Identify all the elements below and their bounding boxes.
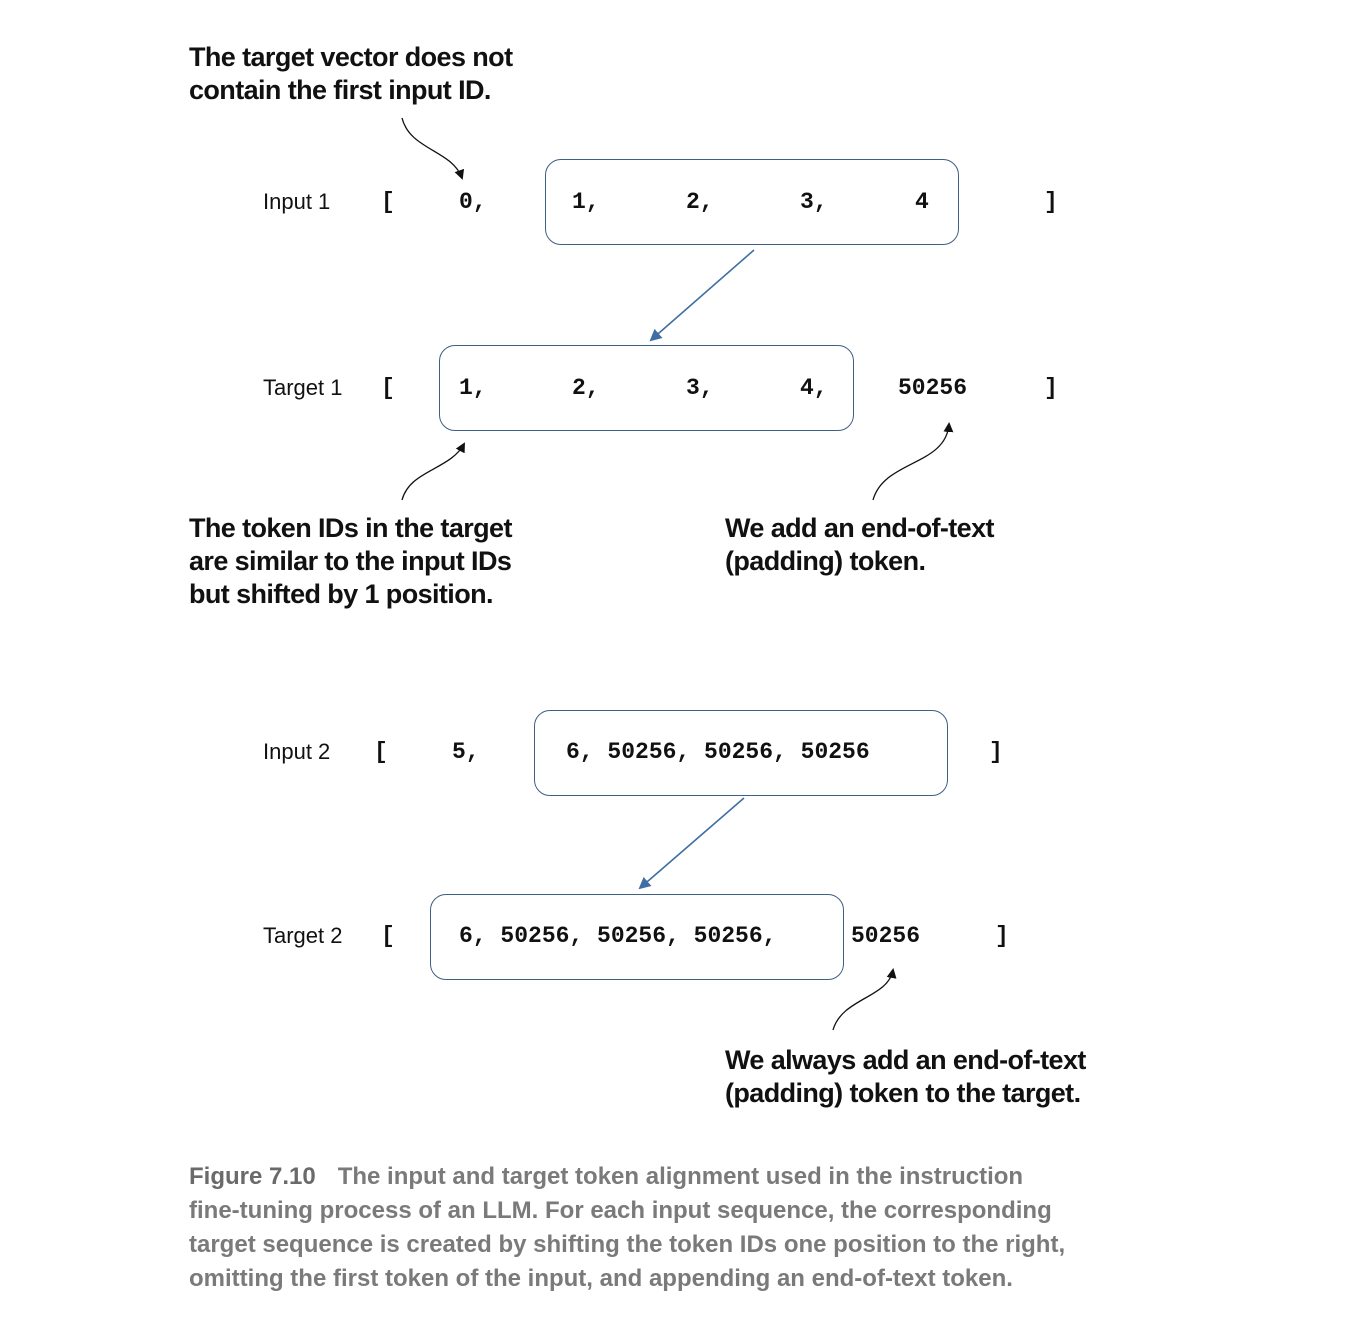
- callout-line: We add an end-of-text: [725, 513, 994, 543]
- shift-arrow-1: [651, 250, 754, 340]
- row-label-input1: Input 1: [263, 189, 331, 214]
- callout-arrow-shifted: [402, 444, 464, 500]
- bracket-close: ]: [989, 739, 1003, 765]
- callout-line: contain the first input ID.: [189, 75, 491, 105]
- callout-line: (padding) token.: [725, 546, 926, 576]
- bracket-open: [: [381, 189, 395, 215]
- callout-line: but shifted by 1 position.: [189, 579, 493, 609]
- figure-caption: [189, 1160, 1189, 1296]
- bracket-close: ]: [1044, 375, 1058, 401]
- callout-line: (padding) token to the target.: [725, 1078, 1081, 1108]
- caption-line: omitting the first token of the input, and appending an end-of-text token.: [189, 1265, 1013, 1292]
- callout-arrow-add-eot: [873, 424, 949, 500]
- bracket-close: ]: [1044, 189, 1058, 215]
- caption-line: The input and target token alignment used in the instruction: [337, 1163, 1024, 1190]
- figure-label: Figure 7.10: [189, 1163, 316, 1190]
- callout-line: The target vector does not: [189, 42, 513, 72]
- token: 5,: [452, 739, 480, 765]
- callout-line: are similar to the input IDs: [189, 546, 512, 576]
- token: 0,: [459, 189, 487, 215]
- caption-line: target sequence is created by shifting the token IDs one position to the right,: [189, 1231, 1066, 1258]
- token: 3,: [686, 375, 714, 401]
- token: 1,: [459, 375, 487, 401]
- token: 1,: [572, 189, 600, 215]
- callout-line: We always add an end-of-text: [725, 1045, 1086, 1075]
- token-group: 6, 50256, 50256, 50256,: [459, 923, 777, 949]
- bracket-close: ]: [995, 923, 1009, 949]
- token: 2,: [686, 189, 714, 215]
- token-group: 6, 50256, 50256, 50256: [566, 739, 870, 765]
- bracket-open: [: [381, 923, 395, 949]
- caption-line: fine-tuning process of an LLM. For each input sequence, the corresponding: [189, 1197, 1052, 1224]
- row-label-input2: Input 2: [263, 739, 331, 764]
- callout-line: The token IDs in the target: [189, 513, 512, 543]
- shift-arrow-2: [640, 798, 744, 888]
- callout-arrow-first-id: [402, 118, 462, 178]
- token-eot: 50256: [898, 375, 968, 401]
- row-label-target1: Target 1: [263, 375, 343, 400]
- bracket-open: [: [374, 739, 388, 765]
- bracket-open: [: [381, 375, 395, 401]
- token-eot: 50256: [851, 923, 921, 949]
- callout-arrow-always-eot: [833, 970, 893, 1030]
- token: 2,: [572, 375, 600, 401]
- token: 4: [915, 189, 929, 215]
- row-label-target2: Target 2: [263, 923, 343, 948]
- token: 4,: [800, 375, 828, 401]
- token: 3,: [800, 189, 828, 215]
